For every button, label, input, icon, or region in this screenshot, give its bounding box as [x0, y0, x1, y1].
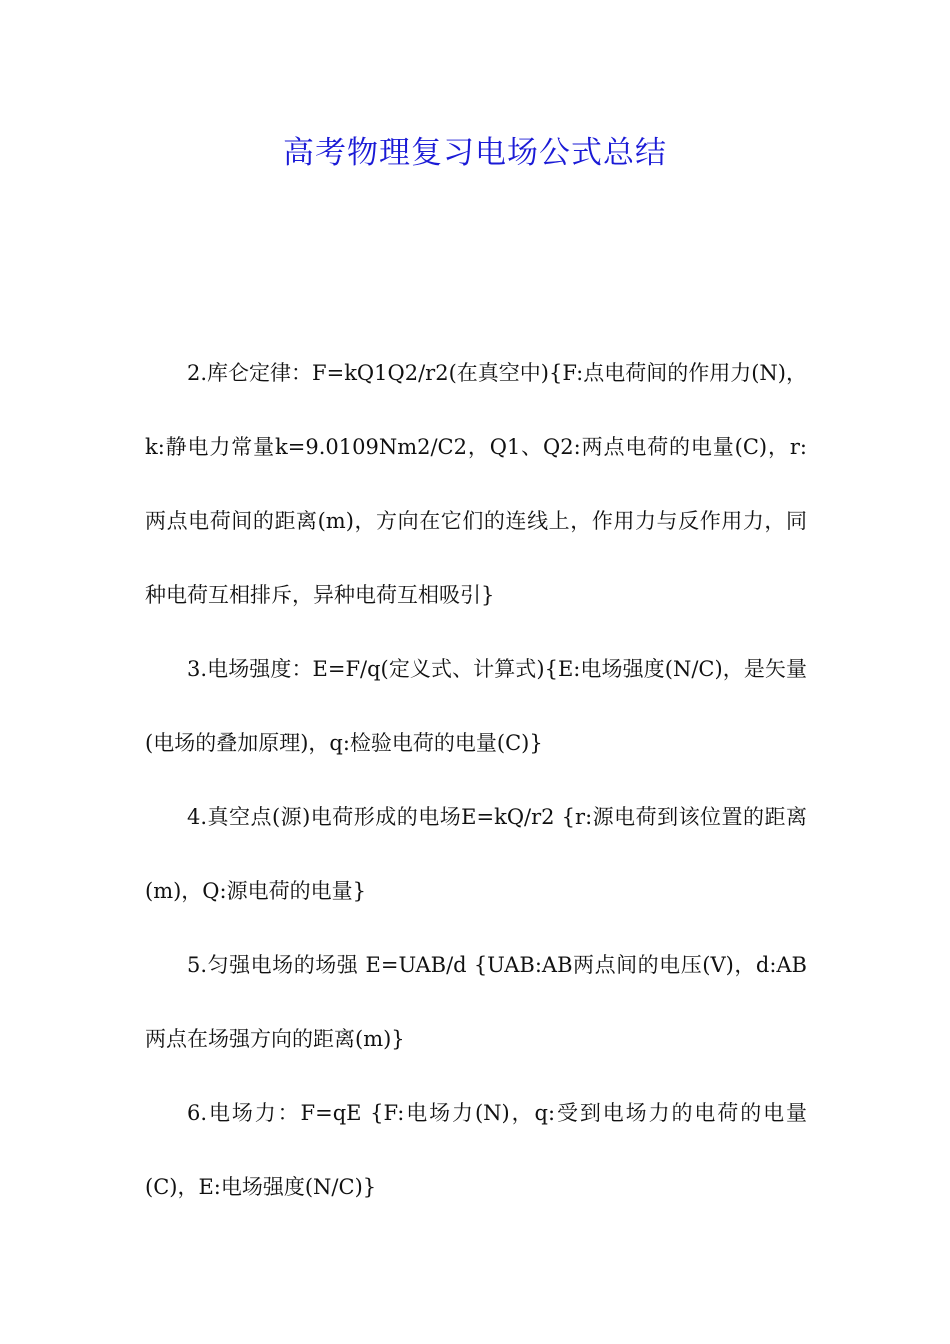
- paragraph-uniform-field: 5.匀强电场的场强 E=UAB/d {UAB:AB两点间的电压(V)，d:AB两点在场强方向的距离(m)}: [145, 953, 807, 1051]
- document-body: [145, 336, 807, 1224]
- document-title: 高考物理复习电场公式总结: [283, 135, 667, 171]
- paragraph-coulomb-law: 2.库仑定律：F=kQ1Q2/r2(在真空中){F:点电荷间的作用力(N)，k:静电力常量k=9.0109Nm2/C2，Q1、Q2:两点电荷的电量(C)，r:两点电荷间的距离(m)，方向在它们的连线上，作用力与反作用力，同种电荷互相排斥，异种电荷互相吸引}: [145, 361, 807, 607]
- paragraph-point-charge-field: 4.真空点(源)电荷形成的电场E=kQ/r2 {r:源电荷到该位置的距离(m)，Q:源电荷的电量}: [145, 805, 807, 903]
- paragraph-electric-force: 6.电场力：F=qE {F:电场力(N)，q:受到电场力的电荷的电量(C)，E:电场强度(N/C)}: [145, 1101, 807, 1199]
- paragraph-field-strength: 3.电场强度：E=F/q(定义式、计算式){E:电场强度(N/C)，是矢量(电场的叠加原理)，q:检验电荷的电量(C)}: [145, 657, 807, 755]
